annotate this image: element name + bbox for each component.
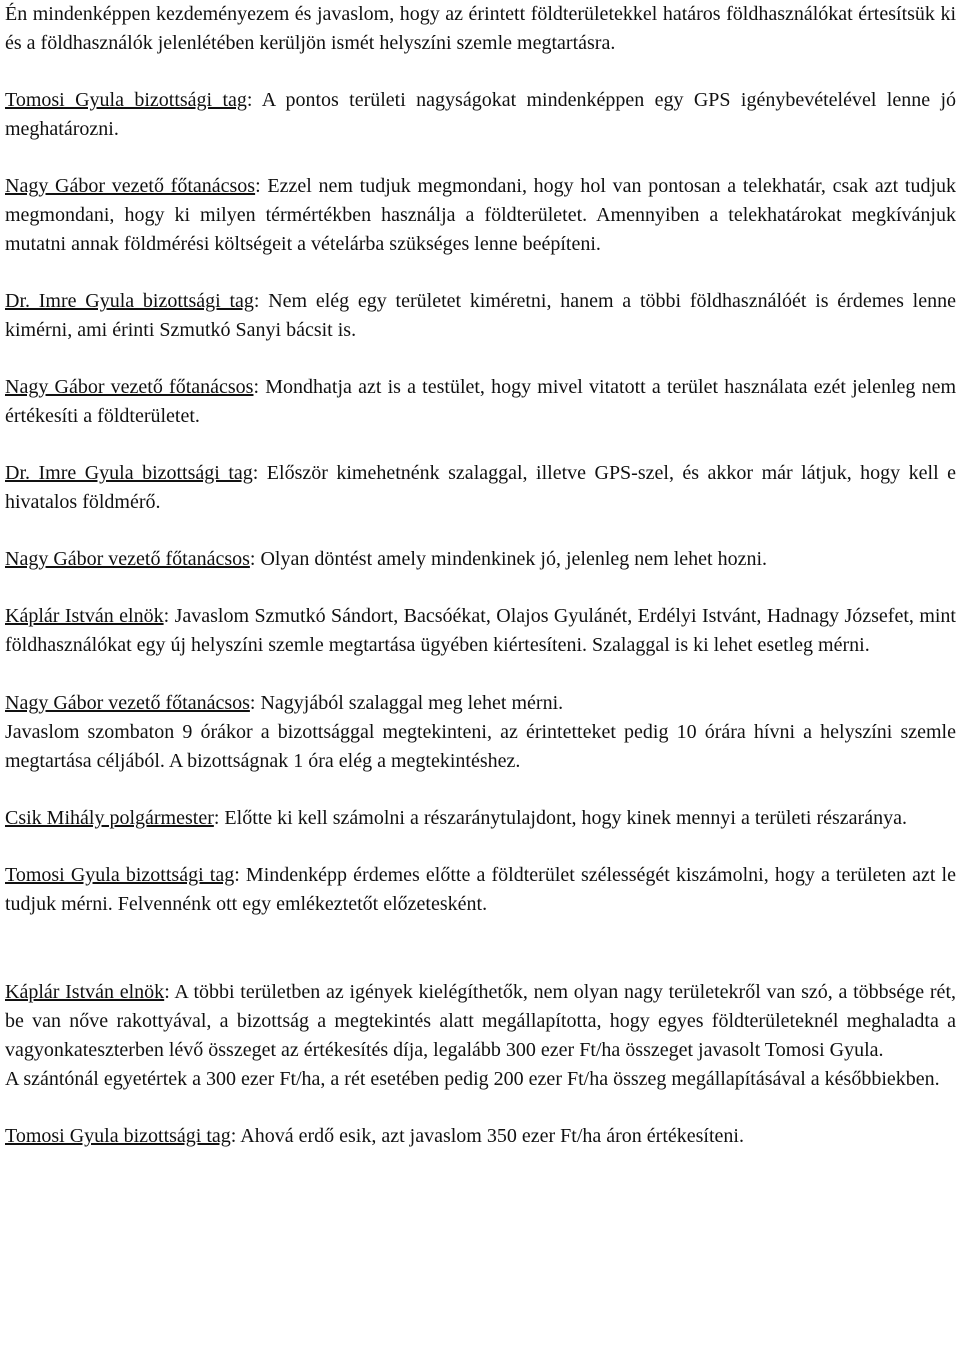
speaker-name: Nagy Gábor vezető főtanácsos — [5, 376, 254, 398]
speaker-name: Dr. Imre Gyula bizottsági tag — [5, 290, 254, 312]
paragraph-text: Ahová erdő esik, azt javaslom 350 ezer Ft/ha áron értékesíteni. — [240, 1125, 744, 1147]
speaker-name: Nagy Gábor vezető főtanácsos — [5, 692, 250, 714]
paragraph: Dr. Imre Gyula bizottsági tag: Nem elég egy területet kiméretni, hanem a többi földhasználóét is érdemes lenne kimérni, ami érinti Szmutkó Sanyi bácsit is. — [5, 290, 956, 341]
speaker-name: Tomosi Gyula bizottsági tag — [5, 89, 247, 111]
paragraph-text: Mondhatja azt is a testület, hogy mivel vitatott a terület használata ezét jelenleg nem értékesíti a földterületet. — [5, 376, 957, 427]
speaker-name: Nagy Gábor vezető főtanácsos — [5, 548, 250, 570]
speaker-name: Dr. Imre Gyula bizottsági tag — [5, 462, 253, 484]
speaker-name: Tomosi Gyula bizottsági tag — [5, 864, 235, 886]
paragraph: Csik Mihály polgármester: Előtte ki kell számolni a részaránytulajdont, hogy kinek mennyi a területi részaránya. — [5, 807, 907, 829]
paragraph: Tomosi Gyula bizottsági tag: Mindenképp érdemes előtte a földterület szélességét kiszámolni, hogy a területen azt le tudjuk mérni. Felvennénk ott egy emlékeztetőt előzetesként. — [5, 864, 956, 915]
paragraph — [5, 1065, 956, 1094]
paragraph-text: Én mindenképpen kezdeményezem és javaslom, hogy az érintett földterületekkel határos földhasználókat értesítsük ki és a földhasználók jelenlétében kerüljön ismét helyszíni szemle megtartásra. — [5, 3, 956, 54]
paragraph: Nagy Gábor vezető főtanácsos: Olyan döntést amely mindenkinek jó, jelenleg nem lehet hozni. — [5, 548, 768, 570]
paragraph-text: Javaslom Szmutkó Sándort, Bacsóékat, Olajos Gyulánét, Erdélyi Istvánt, Hadnagy Józsefet, mint földhasználókat egy új helyszíni szemle megtartása ügyében kiértesíteni. Szalaggal is ki lehet esetleg mérni. — [5, 605, 956, 656]
paragraph — [5, 0, 956, 58]
paragraph — [5, 718, 956, 776]
paragraph-text: Nem elég egy területet kiméretni, hanem a többi földhasználóét is érdemes lenne kimérni, ami érinti Szmutkó Sanyi bácsit is. — [5, 290, 956, 341]
paragraph-text: Nagyjából szalaggal meg lehet mérni. — [260, 692, 564, 714]
paragraph-text: Javaslom szombaton 9 órákor a bizottsággal megtekinteni, az érintetteket pedig 10 órára hívni a helyszíni szemle megtartása céljából. A bizottságnak 1 óra elég a megtekintéshez. — [5, 721, 956, 772]
paragraph: Tomosi Gyula bizottsági tag: A pontos területi nagyságokat mindenképpen egy GPS igénybevételével lenne jó meghatározni. — [5, 89, 957, 140]
speaker-name: Káplár István elnök — [5, 981, 165, 1003]
paragraph: Káplár István elnök: A többi területben az igények kielégíthetők, nem olyan nagy területekről van szó, a többsége rét, be van nőve rakottyával, a bizottság a megtekintés alatt megállapította, hogy egyes földterületeknél meghaladta a vagyonkateszterben lévő összeget az értékesítés díja, legalább 300 ezer Ft/ha összeget javasolt Tomosi Gyula. — [5, 981, 956, 1061]
paragraph-text: A többi területben az igények kielégíthetők, nem olyan nagy területekről van szó, a többsége rét, be van nőve rakottyával, a bizottság a megtekintés alatt megállapította, hogy egyes földterületeknél meghaladta a vagyonkateszterben lévő összeget az értékesítés díja, legalább 300 ezer Ft/ha összeget javasolt Tomosi Gyula. — [5, 981, 956, 1061]
paragraph-text: Először kimehetnénk szalaggal, illetve GPS-szel, és akkor már látjuk, hogy kell e hivatalos földmérő. — [5, 462, 956, 513]
paragraph: Tomosi Gyula bizottsági tag: Ahová erdő esik, azt javaslom 350 ezer Ft/ha áron értékesíteni. — [5, 1125, 744, 1147]
paragraph-text: Előtte ki kell számolni a részaránytulajdont, hogy kinek mennyi a területi részaránya. — [224, 807, 907, 829]
paragraph: Nagy Gábor vezető főtanácsos: Nagyjából szalaggal meg lehet mérni. — [5, 692, 564, 714]
speaker-name: Csik Mihály polgármester — [5, 807, 214, 829]
paragraph-text: Ezzel nem tudjuk megmondani, hogy hol van pontosan a telekhatár, csak azt tudjuk megmondani, hogy ki milyen térmértékben használja a földterületet. Amennyiben a telekhatárokat megkívánjuk mutatni annak földmérési költségeit a vételárba szükséges lenne beépíteni. — [5, 175, 957, 255]
paragraph: Dr. Imre Gyula bizottsági tag: Először kimehetnénk szalaggal, illetve GPS-szel, és akkor már látjuk, hogy kell e hivatalos földmérő. — [5, 462, 956, 513]
speaker-name: Nagy Gábor vezető főtanácsos — [5, 175, 256, 197]
paragraph-text: Olyan döntést amely mindenkinek jó, jelenleg nem lehet hozni. — [260, 548, 768, 570]
speaker-name: Tomosi Gyula bizottsági tag — [5, 1125, 231, 1147]
paragraph-text: Mindenképp érdemes előtte a földterület szélességét kiszámolni, hogy a területen azt le tudjuk mérni. Felvennénk ott egy emlékeztetőt előzetesként. — [5, 864, 956, 915]
paragraph: Nagy Gábor vezető főtanácsos: Mondhatja azt is a testület, hogy mivel vitatott a terület használata ezét jelenleg nem értékesíti a földterületet. — [5, 376, 957, 427]
paragraph-text: A pontos területi nagyságokat mindenképpen egy GPS igénybevételével lenne jó meghatározni. — [5, 89, 957, 140]
paragraph: Nagy Gábor vezető főtanácsos: Ezzel nem tudjuk megmondani, hogy hol van pontosan a telekhatár, csak azt tudjuk megmondani, hogy ki milyen térmértékben használja a földterületet. Amennyiben a telekhatárokat megkívánjuk mutatni annak földmérési költségeit a vételárba szükséges lenne beépíteni. — [5, 175, 957, 255]
paragraph: Káplár István elnök: Javaslom Szmutkó Sándort, Bacsóékat, Olajos Gyulánét, Erdélyi Istvánt, Hadnagy Józsefet, mint földhasználókat egy új helyszíni szemle megtartása ügyében kiértesíteni. Szalaggal is ki lehet esetleg mérni. — [5, 605, 956, 656]
paragraph-text: A szántónál egyetértek a 300 ezer Ft/ha, a rét esetében pedig 200 ezer Ft/ha összeg megállapításával a későbbiekben. — [5, 1068, 940, 1090]
speaker-name: Káplár István elnök — [5, 605, 164, 627]
